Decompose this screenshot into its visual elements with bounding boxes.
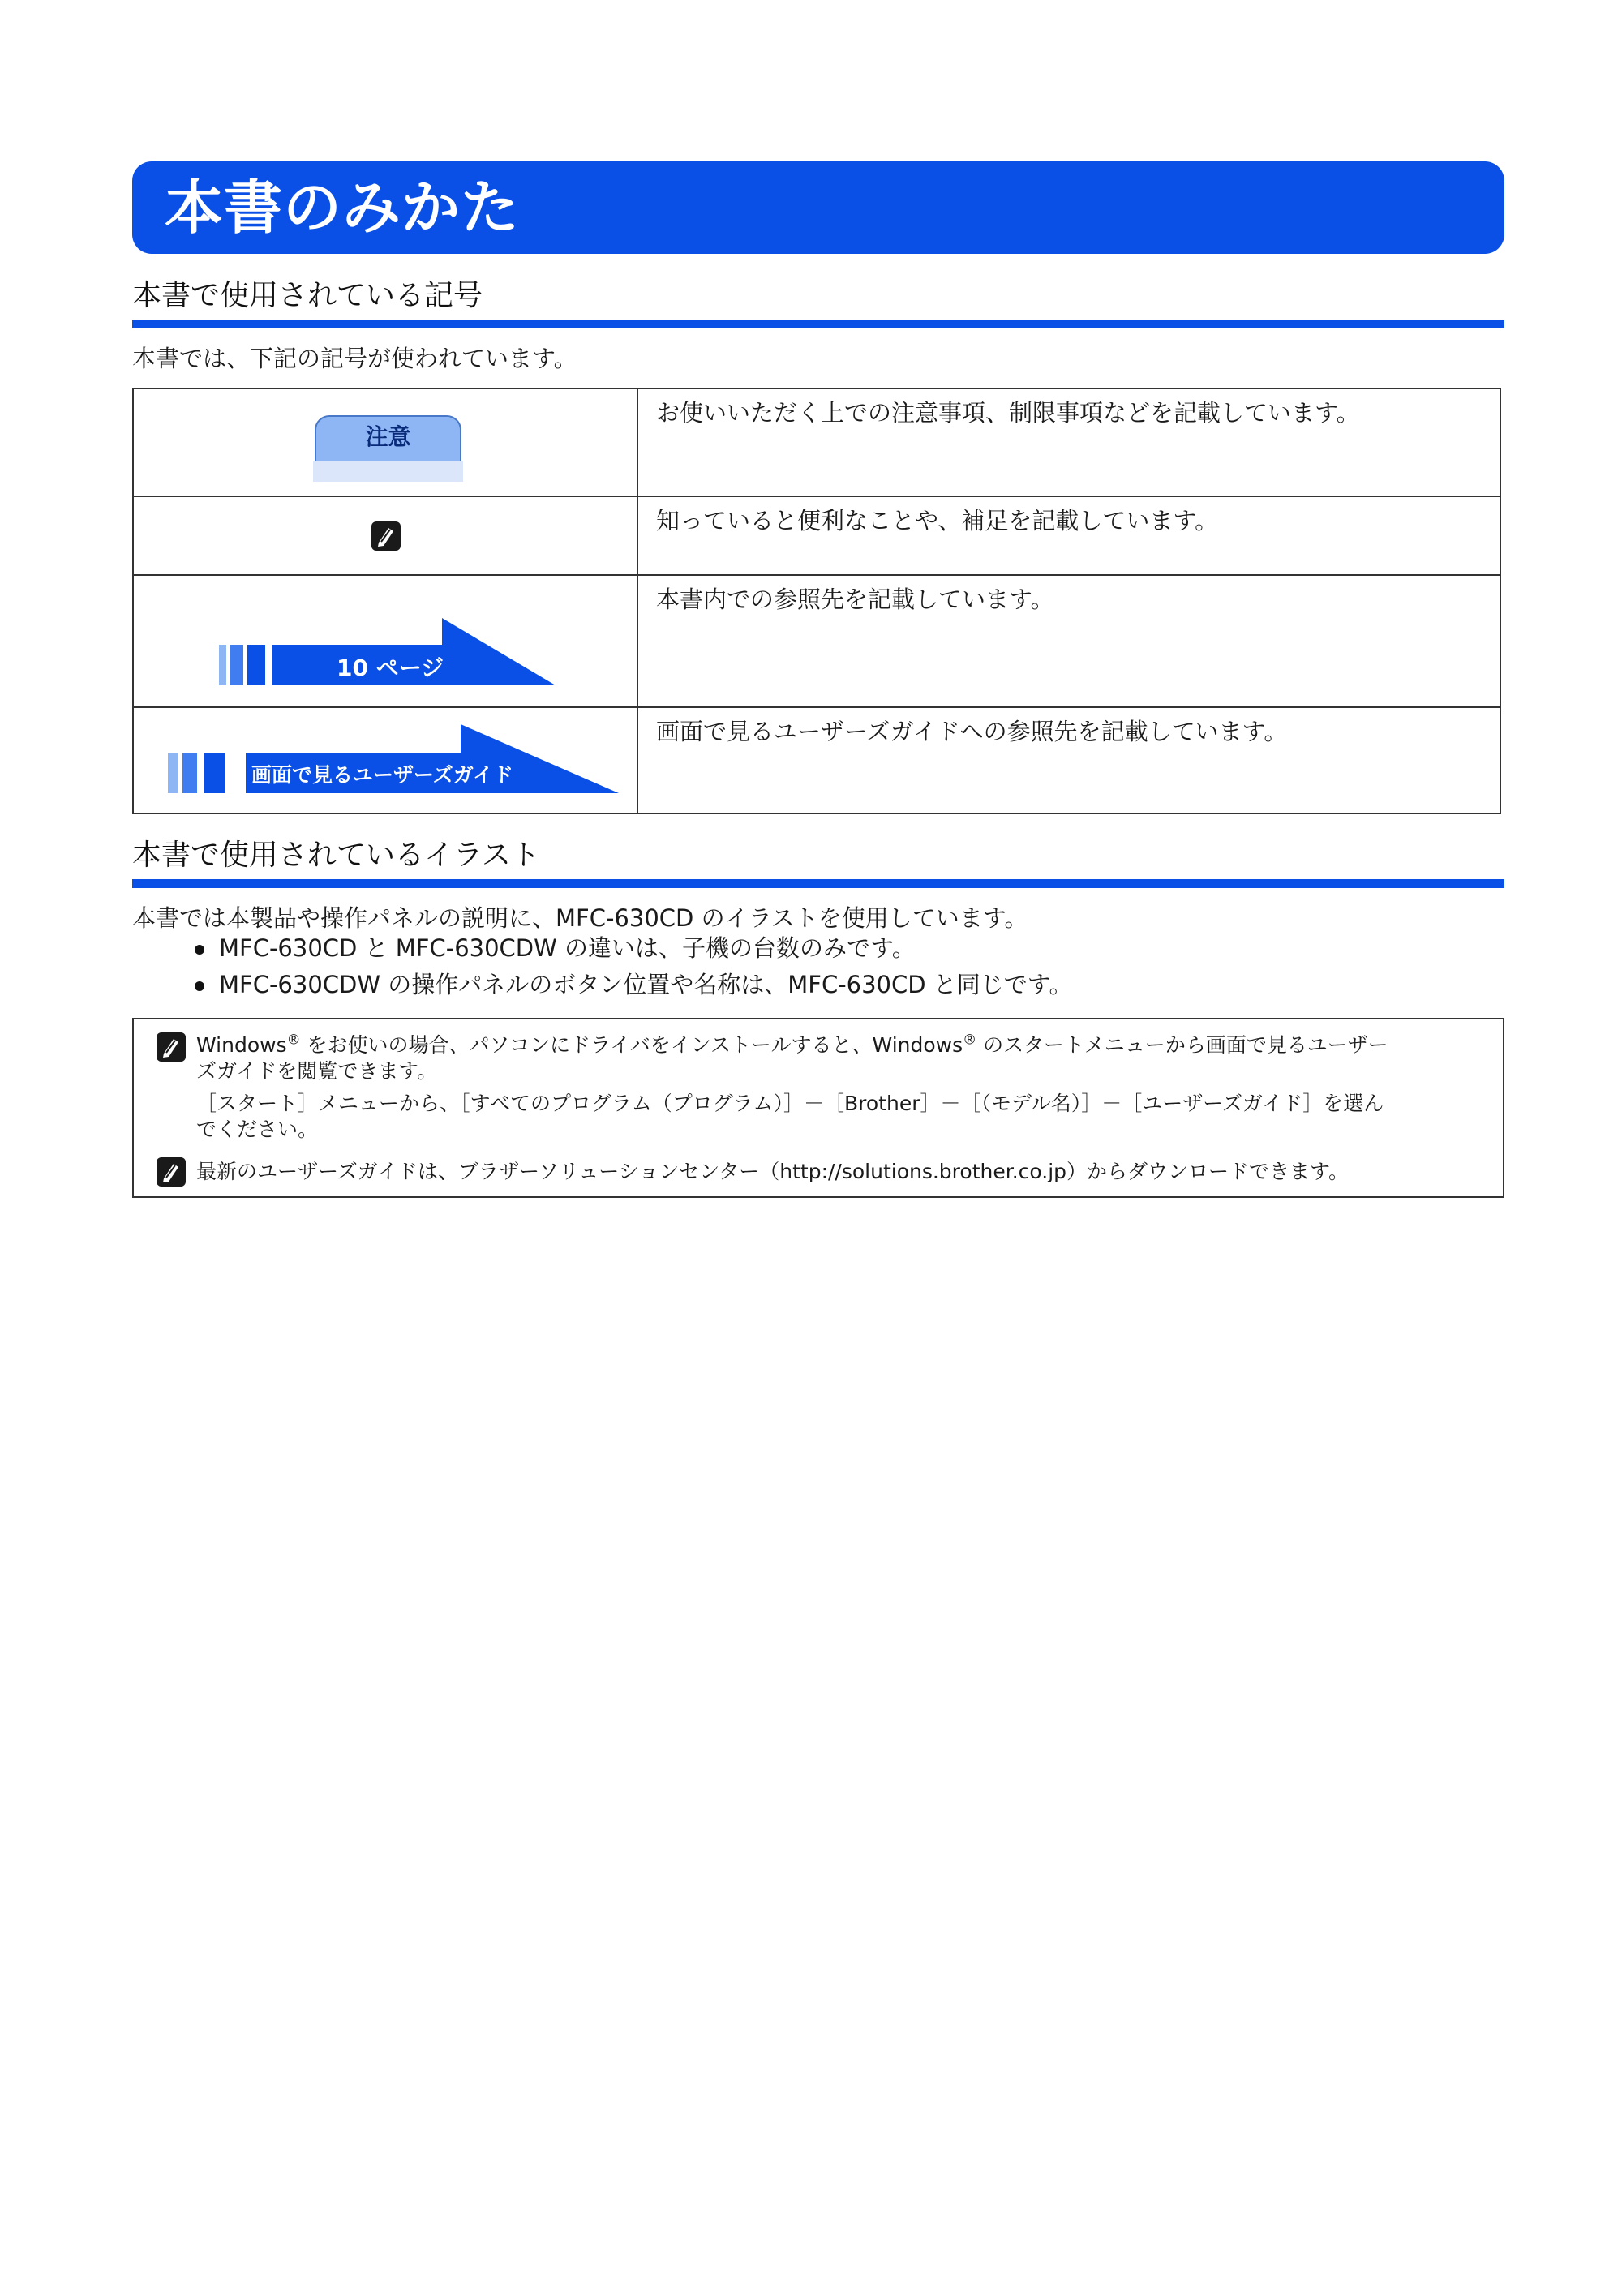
section-intro: 本書では、下記の記号が使われています。 <box>132 345 577 372</box>
registered-mark: ® <box>963 1032 977 1049</box>
table-row <box>133 388 1500 496</box>
section-intro: 本書では本製品や操作パネルの説明に、MFC-630CD のイラストを使用しています。 <box>132 904 1028 932</box>
note-text: でください。 <box>196 1118 319 1141</box>
description-cell: お使いいただく上での注意事項、制限事項などを記載しています。 <box>637 388 1500 496</box>
symbol-cell <box>133 575 637 707</box>
description-cell: 画面で見るユーザーズガイドへの参照先を記載しています。 <box>637 707 1500 813</box>
note-text: ズガイドを閲覧できます。 <box>196 1059 438 1083</box>
section-heading-illustrations: 本書で使用されているイラスト <box>132 839 540 872</box>
bullet-dot <box>195 981 204 991</box>
bullet-item <box>195 969 1073 1000</box>
section-rule <box>132 320 1504 328</box>
note-text-part: のスタートメニューから画面で見るユーザー <box>976 1033 1388 1057</box>
description-cell: 本書内での参照先を記載しています。 <box>637 575 1500 707</box>
table-row <box>133 496 1500 575</box>
note-text: ［スタート］メニューから、［すべてのプログラム（プログラム）］－［Brother］－［（モデル名）］－［ユーザーズガイド］を選ん <box>196 1092 1384 1115</box>
note-text-part: をお使いの場合、パソコンにドライバをインストールすると、Windows <box>300 1033 963 1057</box>
caution-label: 注意 <box>315 415 461 462</box>
caution-label-base <box>313 461 463 482</box>
notes-box <box>132 1018 1504 1198</box>
page-reference-label: 10 ページ <box>337 654 444 681</box>
section-heading-symbols: 本書で使用されている記号 <box>132 279 483 312</box>
symbols-table <box>132 388 1501 814</box>
note-text <box>196 1032 1388 1058</box>
registered-mark: ® <box>286 1032 301 1049</box>
page-reference-arrow-icon <box>134 576 637 708</box>
note-pencil-icon <box>157 1157 186 1187</box>
table-row <box>133 575 1500 707</box>
note-text: 最新のユーザーズガイドは、ブラザーソリューションセンター（http://solutions.brother.co.jp）からダウンロードできます。 <box>196 1160 1350 1183</box>
note-pencil-icon <box>157 1032 186 1062</box>
page-title-bar <box>132 161 1504 254</box>
bullet-item <box>195 933 916 963</box>
symbol-cell <box>133 388 637 496</box>
description-cell: 知っていると便利なことや、補足を記載しています。 <box>637 496 1500 575</box>
screen-guide-label: 画面で見るユーザーズガイド <box>251 763 514 787</box>
note-pencil-icon <box>371 521 401 551</box>
symbol-cell <box>133 496 637 575</box>
page-title: 本書のみかた <box>165 174 521 242</box>
bullet-dot <box>195 945 204 955</box>
bullet-text: MFC-630CD と MFC-630CDW の違いは、子機の台数のみです。 <box>219 934 916 962</box>
note-text-part: Windows <box>196 1033 287 1057</box>
section-rule <box>132 879 1504 888</box>
symbol-cell <box>133 707 637 813</box>
bullet-text: MFC-630CDW の操作パネルのボタン位置や名称は、MFC-630CD と同じです。 <box>219 971 1073 998</box>
table-row <box>133 707 1500 813</box>
